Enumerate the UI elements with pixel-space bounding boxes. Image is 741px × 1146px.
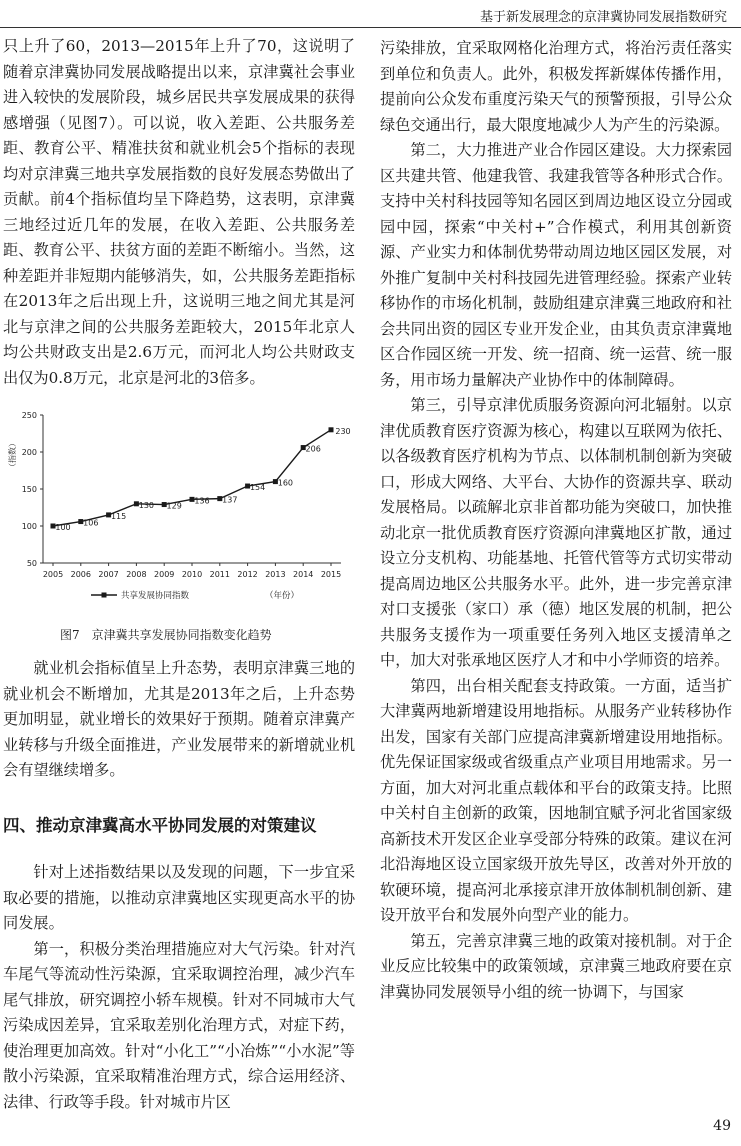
data-label: 230 xyxy=(335,426,351,436)
data-label: 160 xyxy=(277,478,294,488)
data-label: 154 xyxy=(249,483,266,493)
x-tick-label: 2005 xyxy=(42,570,64,579)
paragraph: 就业机会指标值呈上升态势，表明京津冀三地的就业机会不断增加，尤其是2013年之后，上升态势更加明显，就业增长的效果好于预期。随着京津冀产业转移与升级全面推进，产业发展带来的新增就业机会有望继续增多。 xyxy=(3,659,355,779)
data-label: 129 xyxy=(166,501,182,511)
page-number: 49 xyxy=(713,1118,731,1134)
paragraph: 第一，积极分类治理措施应对大气污染。针对汽车尾气等流动性污染源，宜采取调控治理，减少汽车尾气排放，研究调控小轿车规模。针对不同城市大气污染成因差异，宜采取差别化治理方式，对症下药，使治理更加高效。针对“小化工”“小冶炼”“小水泥”等散小污染源，宜采取精准治理方式，综合运用经济、法律、行政等手段。针对城市片区 xyxy=(3,939,355,1111)
header-rule xyxy=(0,27,741,28)
legend-label: 共享发展协同指数 xyxy=(121,591,190,601)
x-tick-label: 2007 xyxy=(98,570,119,579)
x-tick-label: 2010 xyxy=(181,570,203,579)
figure-7 xyxy=(3,405,355,651)
x-tick-label: 2009 xyxy=(154,570,175,579)
x-tick-label: 2011 xyxy=(209,570,230,579)
paragraph: 第四，出台相关配套支持政策。一方面，适当扩大津冀两地新增建设用地指标。从服务产业转移协作出发，国家有关部门应提高津冀新增建设用地指标。优先保证国家级或省级重点产业项目用地需求。另一方面，加大对河北重点载体和平台的政策支持。比照中关村自主创新的政策，因地制宜赋予河北省国家级高新技术开发区企业享受部分特殊的政策。建议在河北沿海地区设立国家级开放先导区，改善对外开放的软硬环境，提高河北承接京津开放体制机制创新、建设开放平台和发展外向型产业的能力。 xyxy=(380,676,732,924)
left-column xyxy=(3,34,355,391)
data-point xyxy=(329,427,334,432)
y-axis-label: （指数） xyxy=(8,439,17,471)
y-tick-label: 150 xyxy=(21,485,37,494)
y-tick-label: 100 xyxy=(21,522,37,531)
x-tick-label: 2014 xyxy=(293,570,314,579)
x-tick-label: 2015 xyxy=(320,570,342,579)
data-label: 130 xyxy=(138,500,155,510)
paragraph: 只上升了60，2013—2015年上升了70，这说明了随着京津冀协同发展战略提出以来，京津冀社会事业进入较快的发展阶段，城乡居民共享发展成果的获得感增强（见图7）。可以说，收入差距、公共服务差距、教育公平、精准扶贫和就业机会5个指标的表现均对京津冀三地共享发展指数的良好发展态势做出了贡献。前4个指标值均呈下降趋势，这表明，京津冀三地经过近几年的发展，在收入差距、公共服务差距、教育公平、扶贫方面的差距不断缩小。当然，这种差距并非短期内能够消失，如，公共服务差距指标在2013年之后出现上升，这说明三地之间尤其是河北与京津之间的公共服务差距较大，2015年北京人均公共财政支出是2.6万元，而河北人均公共财政支出仅为0.8万元，北京是河北的3倍多。 xyxy=(3,37,355,387)
section-heading: 四、推动京津冀高水平协同发展的对策建议 xyxy=(3,816,317,835)
running-title: 基于新发展理念的京津冀协同发展指数研究 xyxy=(479,10,727,25)
paragraph: 针对上述指数结果以及发现的问题，下一步宜采取必要的措施，以推动京津冀地区实现更高水平的协同发展。 xyxy=(3,863,355,932)
x-tick-label: 2006 xyxy=(70,570,91,579)
paragraph: 第三，引导京津优质服务资源向河北辐射。以京津优质教育医疗资源为核心，构建以互联网为依托、以各级教育医疗机构为节点、以体制机制创新为突破口，形成大网络、大平台、大协作的资源共享、联动发展格局。以疏解北京非首都功能为突破口，加快推动北京一批优质教育医疗资源向津冀地区扩散，通过设立分支机构、功能基地、托管代管等方式切实带动提高周边地区公共服务水平。此外，进一步完善京津对口支援张（家口）承（德）地区发展的机制，把公共服务支援作为一项重要任务列入地区支援清单之中，加大对张承地区医疗人才和中小学师资的培养。 xyxy=(380,396,732,669)
legend-marker xyxy=(102,593,107,598)
left-column-lower xyxy=(3,656,355,784)
y-tick-label: 50 xyxy=(26,559,37,568)
right-column xyxy=(380,36,732,1005)
figure-caption: 图7 京津冀共享发展协同指数变化趋势 xyxy=(60,628,272,642)
data-label: 115 xyxy=(110,511,127,521)
left-column-bottom xyxy=(3,860,355,1115)
paragraph: 第二，大力推进产业合作园区建设。大力探索园区共建共管、他建我管、我建我管等各种形式合作。支持中关村科技园等知名园区到周边地区设立分园或园中园，探索“中关村+”合作模式，利用其创新资源、产业实力和体制优势带动周边地区园区发展，对外推广复制中关村科技园先进管理经验。探索产业转移协作的市场化机制，鼓励组建京津冀三地政府和社会共同出资的园区专业开发企业，由其负责京津冀地区合作园区统一开发、统一招商、统一运营、统一服务，用市场力量解决产业协作中的体制障碍。 xyxy=(380,141,732,389)
data-label: 136 xyxy=(194,496,210,506)
paragraph: 污染排放，宜采取网格化治理方式，将治污责任落实到单位和负责人。此外，积极发挥新媒体传播作用，提前向公众发布重度污染天气的预警预报，引导公众绿色交通出行，最大限度地减少人为产生的污染源。 xyxy=(380,39,732,134)
line-chart xyxy=(3,405,355,625)
data-label: 137 xyxy=(222,495,238,505)
data-label: 206 xyxy=(305,444,321,454)
page-header xyxy=(0,0,741,28)
x-tick-label: 2008 xyxy=(126,570,147,579)
x-axis-label: （年份） xyxy=(265,591,300,601)
x-tick-label: 2013 xyxy=(265,570,286,579)
y-tick-label: 250 xyxy=(21,411,37,420)
paragraph: 第五，完善京津冀三地的政策对接机制。对于企业反应比较集中的政策领域，京津冀三地政府要在京津冀协同发展领导小组的统一协调下，与国家 xyxy=(380,931,732,1001)
y-tick-label: 200 xyxy=(21,448,37,457)
data-label: 100 xyxy=(55,523,71,532)
data-label: 106 xyxy=(83,518,99,528)
x-tick-label: 2012 xyxy=(237,570,258,579)
